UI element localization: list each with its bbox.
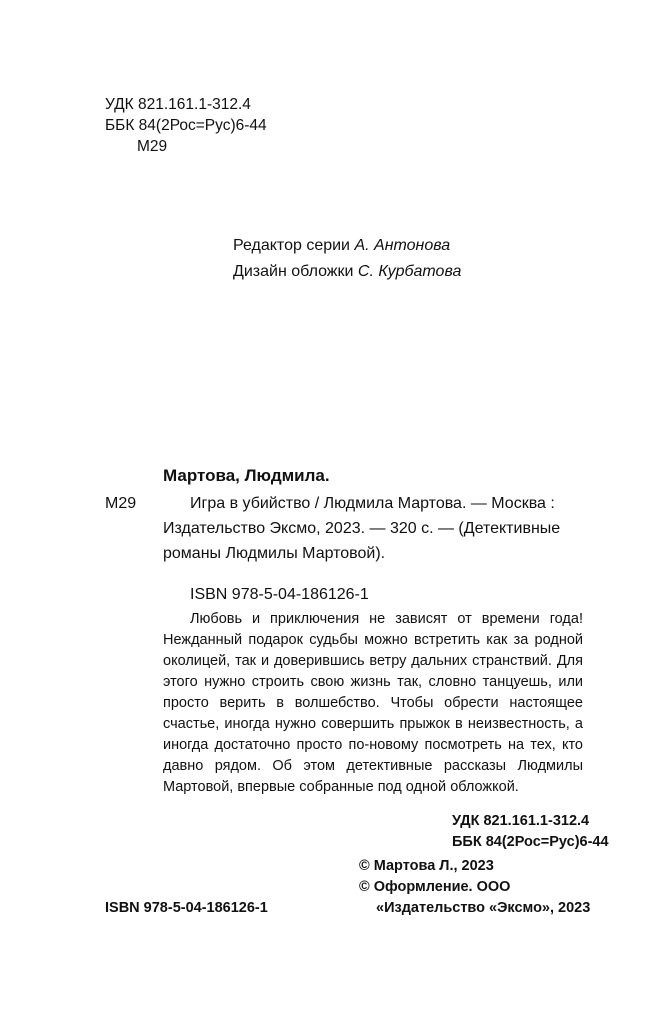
udk-code: УДК 821.161.1-312.4 (105, 96, 251, 113)
credits-block (233, 233, 461, 285)
annotation (163, 609, 583, 798)
bbk-code-bottom: ББК 84(2Рос=Рус)6-44 (452, 834, 609, 850)
copyright-publisher: «Издательство «Эксмо», 2023 (376, 900, 591, 916)
copyright-block (359, 856, 590, 919)
classification-block-bottom (452, 811, 609, 853)
copyright-design: © Оформление. ООО (359, 879, 511, 895)
annotation-text: Любовь и приключения не зависят от времени года! Нежданный подарок судьбы можно встретить как за родной околицей, так и доверившись ветру дальних странствий. Для этого нужно строить свою жизнь так, словно танцуешь, или просто верить в волшебство. Чтобы обрести настоящее счастье, иногда нужно совершить прыжок в неизвестность, а иногда достаточно просто по-новому посмотреть на тех, кто давно рядом. Об этом детективные рассказы Людмилы Мартовой, впервые собранные под одной обложкой. (163, 611, 583, 795)
isbn-line: ISBN 978-5-04-186126-1 (190, 586, 369, 603)
bib-line: Издательство Эксмо, 2023. — 320 с. — (Детективные (163, 520, 561, 537)
series-editor-label: Редактор серии (233, 237, 350, 254)
classification-block-top (105, 94, 267, 157)
bib-line: Игра в убийство / Людмила Мартова. — Москва : (190, 495, 555, 512)
cover-design-label: Дизайн обложки (233, 263, 354, 280)
footer-isbn: ISBN 978-5-04-186126-1 (105, 900, 268, 916)
cover-design-line (233, 259, 461, 285)
udk-code-bottom: УДК 821.161.1-312.4 (452, 813, 590, 829)
bibliographic-description (163, 491, 560, 607)
series-editor-name: А. Антонова (354, 237, 451, 254)
bib-line: романы Людмилы Мартовой). (163, 545, 386, 562)
author-mark: М29 (137, 138, 168, 155)
bbk-code: ББК 84(2Рос=Рус)6-44 (105, 117, 267, 134)
copyright-author: © Мартова Л., 2023 (359, 858, 494, 874)
author-heading: Мартова, Людмила. (163, 466, 330, 485)
series-editor-line (233, 233, 461, 259)
cover-designer-name: С. Курбатова (357, 263, 462, 280)
bib-author-mark: М29 (105, 495, 137, 512)
